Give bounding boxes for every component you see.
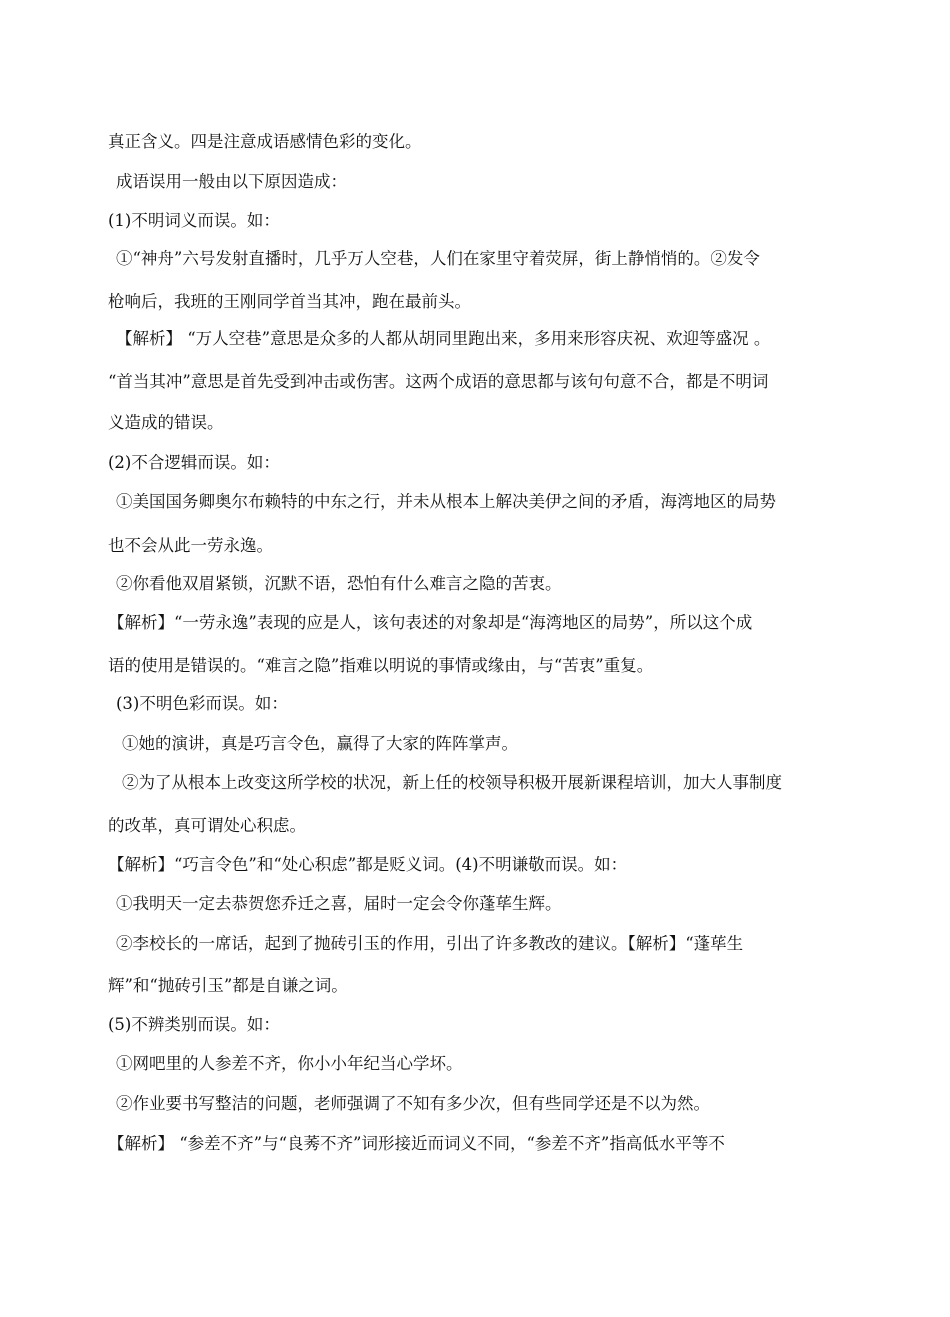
text-line: (2)不合逻辑而误。如： bbox=[108, 453, 280, 472]
text-line: ②李校长的一席话，起到了抛砖引玉的作用，引出了许多教改的建议。【解析】“蓬荜生 bbox=[116, 934, 744, 953]
text-line: 辉”和“抛砖引玉”都是自谦之词。 bbox=[108, 976, 348, 995]
text-line: ①网吧里的人参差不齐，你小小年纪当心学坏。 bbox=[116, 1054, 463, 1073]
text-line: ①“神舟”六号发射直播时，几乎万人空巷，人们在家里守着荧屏，街上静悄悄的。②发令 bbox=[116, 249, 760, 268]
text-line: ①她的演讲，真是巧言令色，赢得了大家的阵阵掌声。 bbox=[122, 734, 518, 753]
text-line: 枪响后，我班的王刚同学首当其冲，跑在最前头。 bbox=[108, 292, 471, 311]
text-line: (1)不明词义而误。如： bbox=[108, 211, 280, 230]
text-line: ①美国国务卿奥尔布赖特的中东之行，并未从根本上解决美伊之间的矛盾，海湾地区的局势 bbox=[116, 492, 776, 511]
text-line: 【解析】 “参差不齐”与“良莠不齐”词形接近而词义不同，“参差不齐”指高低水平等不 bbox=[108, 1134, 725, 1153]
text-line: 语的使用是错误的。“难言之隐”指难以明说的事情或缘由，与“苦衷”重复。 bbox=[108, 656, 654, 675]
text-line: 【解析】 “万人空巷”意思是众多的人都从胡同里跑出来，多用来形容庆祝、欢迎等盛况 。 bbox=[116, 329, 771, 348]
text-line: ②为了从根本上改变这所学校的状况，新上任的校领导积极开展新课程培训，加大人事制度 bbox=[122, 773, 782, 792]
text-line: 也不会从此一劳永逸。 bbox=[108, 536, 273, 555]
text-line: 真正含义。四是注意成语感情色彩的变化。 bbox=[108, 132, 422, 151]
text-line: ②作业要书写整洁的问题，老师强调了不知有多少次，但有些同学还是不以为然。 bbox=[116, 1094, 710, 1113]
text-line: 的改革，真可谓处心积虑。 bbox=[108, 816, 306, 835]
text-line: 【解析】“巧言令色”和“处心积虑”都是贬义词。(4)不明谦敬而误。如： bbox=[108, 855, 628, 874]
text-line: “首当其冲”意思是首先受到冲击或伤害。这两个成语的意思都与该句句意不合，都是不明词 bbox=[108, 372, 769, 391]
text-line: 义造成的错误。 bbox=[108, 413, 224, 432]
text-line: ②你看他双眉紧锁，沉默不语，恐怕有什么难言之隐的苦衷。 bbox=[116, 574, 562, 593]
text-line: 【解析】“一劳永逸”表现的应是人，该句表述的对象却是“海湾地区的局势”，所以这个成 bbox=[108, 613, 753, 632]
text-line: 成语误用一般由以下原因造成： bbox=[116, 172, 347, 191]
text-line: ①我明天一定去恭贺您乔迁之喜，届时一定会令你蓬荜生辉。 bbox=[116, 894, 562, 913]
text-line: (5)不辨类别而误。如： bbox=[108, 1015, 280, 1034]
text-line: (3)不明色彩而误。如： bbox=[116, 694, 288, 713]
